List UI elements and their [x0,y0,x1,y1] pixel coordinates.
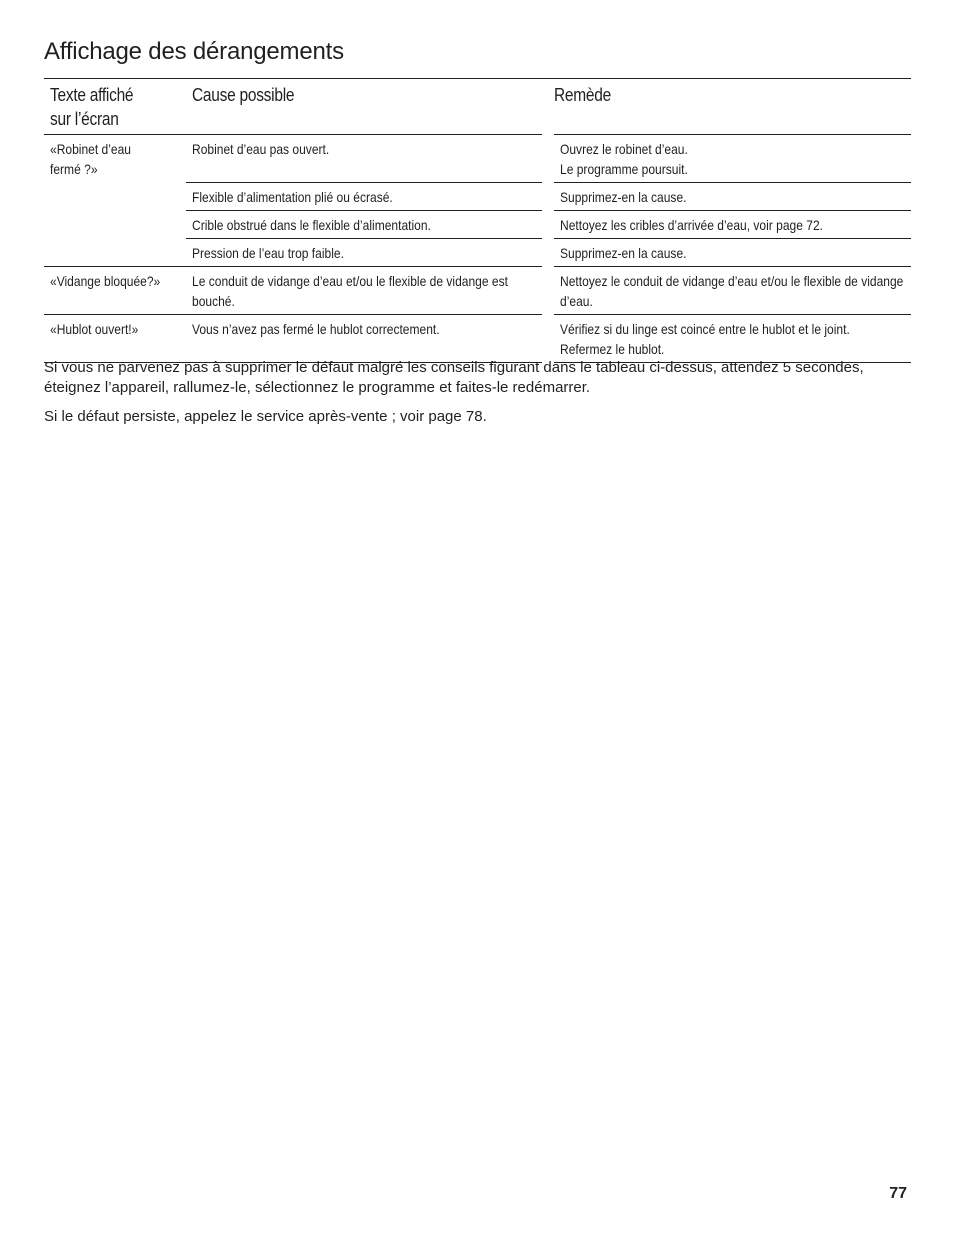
header-remedy: Remède [548,79,911,135]
remedy-cell: Supprimez-en la cause. [548,239,911,267]
note-paragraph: Si vous ne parvenez pas à supprimer le défaut malgré les conseils figurant dans le tableau ci-dessus, attendez 5 secondes, éteignez l’appareil, rallumez-le, sélectionnez le programme et faites-le redémarrer. [44,359,864,396]
cause-cell: Pression de l’eau trop faible. [186,239,548,267]
note-paragraph: Si le défaut persiste, appelez le service après-vente ; voir page 78. [44,408,487,425]
header-cause: Cause possible [186,79,548,135]
cause-cell: Vous n’avez pas fermé le hublot correctement. [192,321,440,337]
table-row [44,135,911,183]
troubleshooting-table [44,78,911,363]
display-text-cell: «Robinet d’eau fermé ?» [44,135,186,267]
cause-cell: Flexible d’alimentation plié ou écrasé. [186,183,548,211]
table-header-row [44,79,911,135]
table-row [44,315,911,363]
cause-cell: Crible obstrué dans le flexible d’alimentation. [186,211,548,239]
display-text-cell: «Hublot ouvert!» [50,321,139,337]
page-title: Affichage des dérangements [44,38,344,65]
remedy-cell: Supprimez-en la cause. [548,183,911,211]
header-display-text: Texte affiché sur l’écran [44,79,186,135]
page-number: 77 [889,1185,907,1202]
remedy-cell: Ouvrez le robinet d’eau. Le programme poursuit. [548,135,911,183]
cause-cell: Le conduit de vidange d’eau et/ou le flexible de vidange est bouché. [186,267,548,315]
remedy-cell: Nettoyez les cribles d’arrivée d’eau, voir page 72. [548,211,911,239]
cause-cell: Robinet d’eau pas ouvert. [186,135,548,183]
remedy-cell: Nettoyez le conduit de vidange d’eau et/ou le flexible de vidange d’eau. [548,267,911,315]
display-text-cell: «Vidange bloquée?» [44,267,186,315]
remedy-cell: Vérifiez si du linge est coincé entre le hublot et le joint. Refermez le hublot. [548,315,911,363]
table-row [44,267,911,315]
